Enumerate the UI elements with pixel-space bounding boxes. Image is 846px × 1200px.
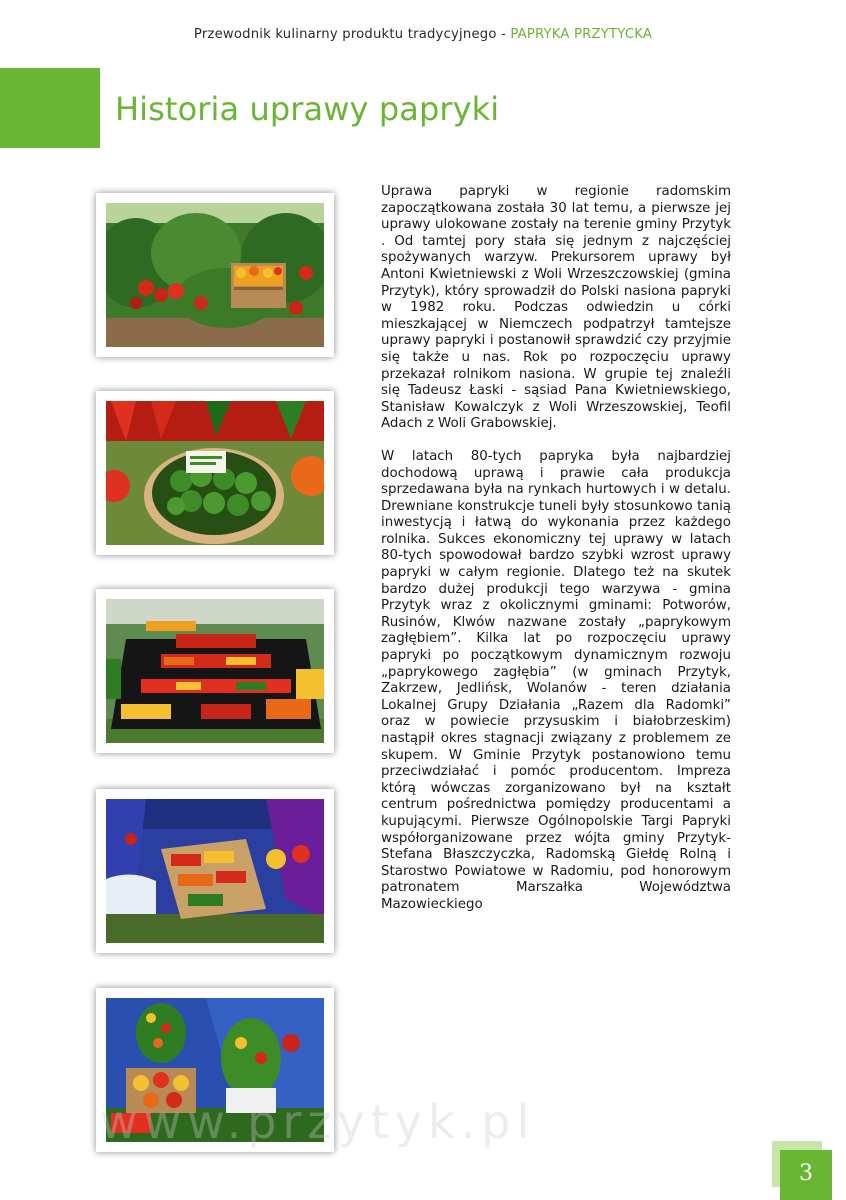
market-stand-image (106, 599, 324, 743)
running-header-accent: PAPRYKA PRZYTYCKA (510, 27, 653, 42)
photo-green-pepper-basket (96, 391, 334, 555)
page-title: Historia uprawy papryki (115, 90, 500, 128)
photo-tent-display (96, 789, 334, 953)
paragraph-history-origins: Uprawa papryki w regionie radomskim zapoczątkowana została 30 lat temu, a pierwsze jej uprawy ulokowane zostały na terenie gminy Przytyk . Od tamtej pory stała się jednym z najczęściej spożywanych warzyw. Prekursorem uprawy był Antoni Kwietniewski z Woli Wrzeszczowskiej (gmina Przytyk), który sprowadził do Polski nasiona papryki w 1982 roku. Podczas odwiedzin u córki mieszkającej w Niemczech podpatrzył tamtejsze uprawy papryki i postanowił sprawdzić czy przyjmie się także u nas. Rok po rozpoczęciu uprawy przekazał rolnikom nasiona. W grupie tej znaleźli się Tadeusz Łaski - sąsiad Pana Kwietniewskiego, Stanisław Kowalczyk z Woli Wrzeszowskiej, Teofil Adach z Woli Grabowskiej. (381, 184, 731, 432)
tent-display-image (106, 799, 324, 943)
page-number: 3 (780, 1150, 832, 1200)
green-pepper-basket-image (106, 401, 324, 545)
greenhouse-peppers-image (106, 203, 324, 347)
watermark: www.przytyk.pl (100, 1095, 536, 1149)
photo-market-stand (96, 589, 334, 753)
running-header (0, 27, 846, 42)
article-body (381, 184, 731, 930)
photo-greenhouse-peppers (96, 193, 334, 357)
title-accent-block (0, 68, 100, 148)
running-header-text: Przewodnik kulinarny produktu tradycyjnego - (193, 27, 511, 42)
paragraph-history-development: W latach 80-tych papryka była najbardziej dochodową uprawą i prawie cała produkcja sprzedawana była na rynkach hurtowych i w detalu. Drewniane konstrukcje tuneli były stosunkowo tanią inwestycją i łatwą do wykonania przez każdego rolnika. Sukces ekonomiczny tej uprawy w latach 80-tych spowodował bardzo szybki wzrost uprawy papryki w całym regionie. Dlatego też na skutek bardzo dużej produkcji tego warzywa - gmina Przytyk wraz z okolicznymi gminami: Potworów, Rusinów, Klwów nazwane zostały „paprykowym zagłębiem”. Kilka lat po rozpoczęciu uprawy papryki po początkowym dynamicznym rozwoju „paprykowego zagłębia” (w gminach Przytyk, Zakrzew, Jedlińsk, Wolanów - teren działania Lokalnej Grupy Działania „Razem dla Radomki” oraz w powiecie przysuskim i białobrzeskim) nastąpił okres stagnacji związany z problemem ze skupem. W Gminie Przytyk postanowiono temu przeciwdziałać i pomóc producentom. Impreza którą wówczas zorganizowano był na kształt centrum pośrednictwa pomiędzy producentami a kupującymi. Pierwsze Ogólnopolskie Targi Papryki współorganizowane przez wójta gminy Przytyk- Stefana Błaszczyczka, Radomską Giełdę Rolną i Starostwo Powiatowe w Radomiu, pod honorowym patronatem Marszałka Województwa Mazowieckiego (381, 448, 731, 912)
